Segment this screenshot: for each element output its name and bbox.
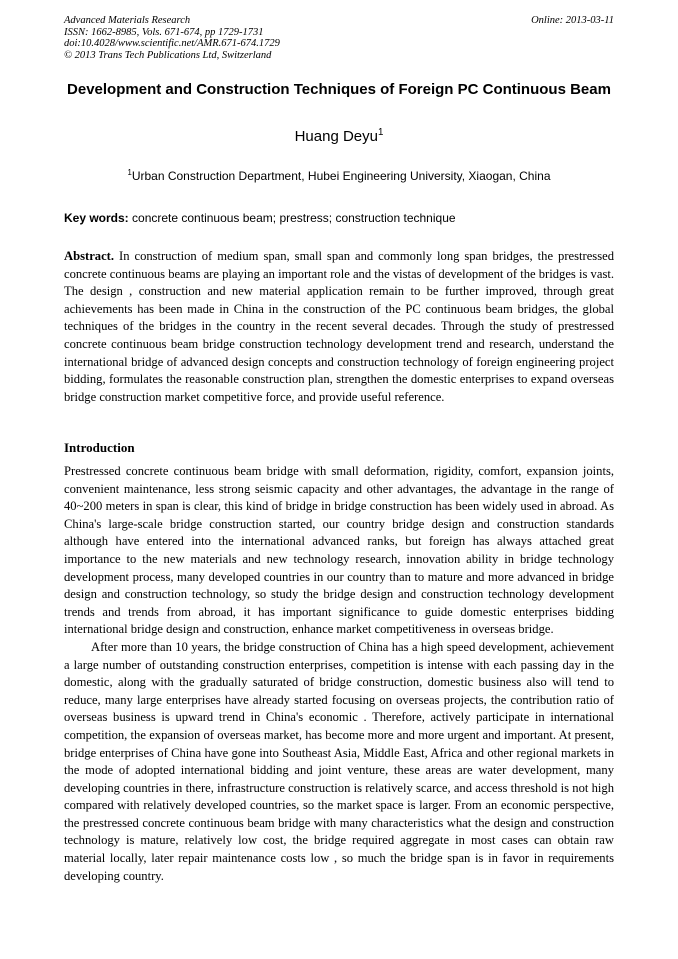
author-name: Huang Deyu — [294, 128, 378, 145]
keywords-label: Key words: — [64, 211, 129, 225]
abstract-label: Abstract. — [64, 249, 115, 263]
paragraph: After more than 10 years, the bridge construction of China has a high speed development, achievement a large number of outstanding construction enterprises, competition is intense with each passing day in the domestic, along with the gradually saturated of bridge construction, domestic business also will tend to reduce, many large enterprises have already started focusing on overseas projects, the contribution ratio of overseas business is upward trend in China's economic . Therefore, actively participate in international competition, the expansion of overseas market, has become more and more urgent and important. At present, bridge enterprises of China have gone into Southeast Asia, Middle East, Africa and other regional markets in the mode of adopted international bidding and joint venture, these areas are water development, many developing countries in there, infrastructure construction is relatively scarce, and access threshold is not high compared with relatively developed countries, so the market space is larger. From an economic perspective, the prestressed concrete continuous beam bridge with many characteristics what the design and construction technology is mature, relatively low cost, the bridge required aggregate in most cases can obtain raw material locally, later repair maintenance costs low , so much the bridge span is in favor in requirements developing country. — [64, 639, 614, 883]
keywords — [64, 211, 456, 225]
keywords-text: concrete continuous beam; prestress; construction technique — [128, 211, 456, 225]
introduction — [64, 463, 614, 885]
affiliation-text: Urban Construction Department, Hubei Engineering University, Xiaogan, China — [131, 169, 551, 183]
affiliation-sup: 1 — [127, 168, 132, 177]
journal-header — [64, 15, 614, 61]
paragraph: Prestressed concrete continuous beam bridge with small deformation, rigidity, comfort, expansion joints, convenient maintenance, less strong seismic capacity and other advantages, the advantage in the range of 40~200 meters in span is clear, this kind of bridge in bridge construction has been widely used in abroad. As China's large-scale bridge construction started, our country bridge design and construction standards although have entered into the international advanced ranks, but foreign has always attached great importance to the new materials and new technology research, innovation ability in bridge technology development process, many developed countries in our country than to mature and more advanced in bridge design and construction technology, so study the bridge design and construction technology development trends and trends from abroad, it has important significance to guide domestic enterprises bidding international bridge design and construction, enhance market competitiveness in overseas bridge. — [64, 464, 614, 637]
affiliation — [0, 168, 678, 183]
author — [0, 127, 678, 145]
section-heading: Introduction — [64, 440, 135, 455]
abstract — [64, 248, 614, 406]
issn: ISSN: 1662-8985, Vols. 671-674, pp 1729-1731 — [64, 26, 264, 38]
doi: doi:10.4028/www.scientific.net/AMR.671-674.1729 — [64, 38, 280, 49]
copyright: © 2013 Trans Tech Publications Ltd, Switzerland — [64, 49, 272, 61]
author-sup: 1 — [377, 127, 384, 138]
paper-title: Development and Construction Techniques of Foreign PC Continuous Beam — [67, 81, 611, 98]
online-date: Online: 2013-03-11 — [531, 15, 614, 26]
abstract-text: In construction of medium span, small span and commonly long span bridges, the prestressed concrete continuous beams are playing an important role and the vistas of development of the bridges is vast. The design , construction and new material application remain to be further improved, through great achievements has been made in China in the construction of the PC continuous beam bridges, the global techniques of the bridges in the country in the recent several decades. Through the study of prestressed concrete continuous beam bridge construction technology development trend and research, understand the international bridge of advanced design concepts and construction technology of foreign engineering project bidding, formulates the reasonable construction plan, strengthen the domestic enterprises to expand overseas bridge construction market competitive force, and provide useful reference. — [64, 249, 614, 404]
journal-name: Advanced Materials Research — [64, 15, 191, 26]
